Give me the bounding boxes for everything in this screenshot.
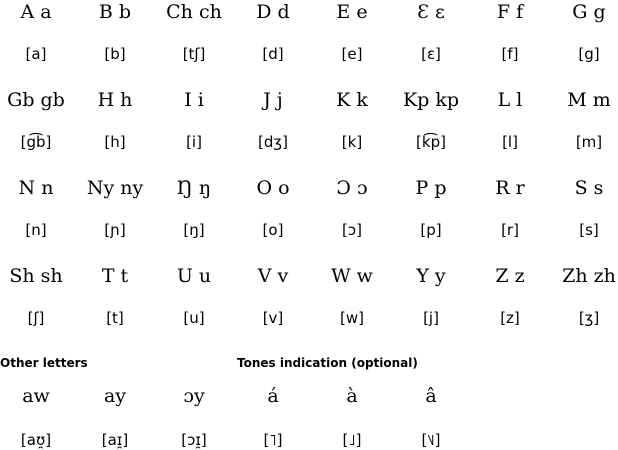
ipa-cell: [r]	[501, 221, 519, 239]
ipa-cell: [dʒ]	[258, 133, 288, 151]
ipa-cell: [z]	[500, 309, 520, 327]
letter-cell: Kp kp	[402, 89, 460, 111]
ipa-cell: [f]	[501, 45, 519, 63]
ipa-cell: [t]	[106, 309, 124, 327]
other-ipa: [ɔɪ̯]	[181, 431, 207, 449]
ipa-cell: [ʃ]	[27, 309, 45, 327]
letter-cell: T t	[101, 265, 129, 287]
letter-cell: B b	[98, 1, 132, 23]
ipa-cell: [b]	[104, 45, 126, 63]
ipa-cell: [m]	[575, 133, 603, 151]
tone-letter: á	[267, 385, 279, 407]
letter-cell: J j	[263, 89, 283, 111]
letter-cell: A a	[20, 1, 52, 23]
ipa-cell: [u]	[183, 309, 205, 327]
other-letter: aw	[22, 385, 50, 407]
letter-cell: N n	[18, 177, 54, 199]
letter-cell: Zh zh	[562, 265, 616, 287]
letter-cell: P p	[415, 177, 447, 199]
letter-cell: U u	[176, 265, 212, 287]
letter-cell: Ny ny	[86, 177, 144, 199]
other-letter: ɔy	[183, 385, 205, 407]
other-ipa: [aɪ̯]	[101, 431, 129, 449]
tone-ipa: [˩]	[342, 431, 362, 449]
ipa-cell: [v]	[262, 309, 284, 327]
letter-cell: D d	[256, 1, 290, 23]
letter-cell: H h	[97, 89, 133, 111]
letter-cell: K k	[336, 89, 368, 111]
letter-cell: Ch ch	[166, 1, 222, 23]
tone-ipa: [˥]	[263, 431, 283, 449]
letter-cell: F f	[496, 1, 524, 23]
letter-cell: I i	[184, 89, 204, 111]
ipa-cell: [p]	[420, 221, 442, 239]
letter-cell: Sh sh	[9, 265, 63, 287]
ipa-cell: [ɛ]	[421, 45, 441, 63]
other-letters-heading: Other letters	[0, 356, 88, 370]
ipa-cell: [j]	[423, 309, 439, 327]
letter-cell: Gb gb	[7, 89, 65, 111]
ipa-cell: [l]	[502, 133, 518, 151]
ipa-cell: [d]	[262, 45, 284, 63]
ipa-cell: [a]	[25, 45, 47, 63]
tones-heading: Tones indication (optional)	[237, 356, 418, 370]
letter-cell: S s	[574, 177, 604, 199]
ipa-cell: [w]	[340, 309, 364, 327]
ipa-cell: [ŋ]	[183, 221, 205, 239]
letter-cell: R r	[495, 177, 525, 199]
ipa-cell: [n]	[25, 221, 47, 239]
ipa-cell: [ʒ]	[578, 309, 600, 327]
ipa-cell: [g]	[578, 45, 600, 63]
other-letter: ay	[103, 385, 127, 407]
letter-cell: Ŋ ŋ	[176, 177, 212, 199]
letter-cell: W w	[331, 265, 373, 287]
letter-cell: G g	[572, 1, 606, 23]
ipa-cell: [g͡b]	[20, 133, 52, 151]
letter-cell: Ɛ ɛ	[417, 1, 445, 23]
other-ipa: [aʊ̯]	[20, 431, 52, 449]
letter-cell: M m	[567, 89, 611, 111]
ipa-cell: [ɔ]	[342, 221, 362, 239]
letter-cell: Y y	[416, 265, 446, 287]
ipa-cell: [h]	[104, 133, 126, 151]
letter-cell: V v	[257, 265, 289, 287]
ipa-cell: [k͡p]	[416, 133, 446, 151]
letter-cell: E e	[336, 1, 368, 23]
tone-letter: à	[346, 385, 358, 407]
ipa-cell: [tʃ]	[182, 45, 206, 63]
tone-letter: â	[425, 385, 437, 407]
letter-cell: Ɔ ɔ	[336, 177, 368, 199]
ipa-cell: [k]	[341, 133, 363, 151]
ipa-cell: [e]	[341, 45, 363, 63]
ipa-cell: [ɲ]	[104, 221, 126, 239]
ipa-cell: [o]	[262, 221, 284, 239]
ipa-cell: [s]	[579, 221, 599, 239]
tone-ipa: [˥˩]	[421, 431, 441, 449]
letter-cell: Z z	[495, 265, 525, 287]
letter-cell: L l	[497, 89, 523, 111]
letter-cell: O o	[256, 177, 290, 199]
ipa-cell: [i]	[186, 133, 202, 151]
